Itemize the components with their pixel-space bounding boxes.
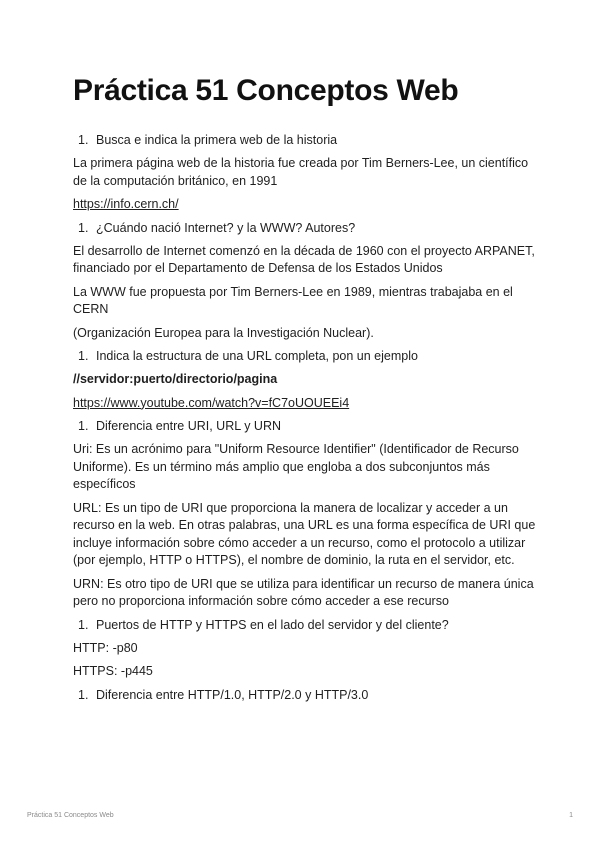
question-3	[73, 348, 543, 365]
question-6	[73, 687, 543, 704]
question-text: Diferencia entre HTTP/1.0, HTTP/2.0 y HTTP/3.0	[96, 687, 369, 702]
answer-4-urn: URN: Es otro tipo de URI que se utiliza para identificar un recurso de manera única pero no proporciona información sobre cómo acceder a ese recurso	[73, 576, 534, 608]
question-text: Puertos de HTTP y HTTPS en el lado del servidor y del cliente?	[96, 617, 449, 632]
answer-3-link-paragraph	[73, 395, 543, 413]
footer-title: Práctica 51 Conceptos Web	[27, 812, 114, 819]
list-number: 1.	[78, 687, 89, 702]
question-4	[73, 418, 543, 435]
cern-link[interactable]: https://info.cern.ch/	[73, 197, 179, 211]
page-title: Práctica 51 Conceptos Web	[73, 74, 459, 107]
answer-1-text: La primera página web de la historia fue creada por Tim Berners-Lee, un científico de la computación británico, en 1991	[73, 156, 529, 188]
answer-2-internet: El desarrollo de Internet comenzó en la década de 1960 con el proyecto ARPANET, financiado por el Departamento de Defensa de los Estados Unidos	[73, 243, 535, 275]
list-number: 1.	[78, 220, 89, 235]
youtube-link[interactable]: https://www.youtube.com/watch?v=fC7oUOUEEi4	[73, 395, 350, 410]
answer-4-uri: Uri: Es un acrónimo para "Uniform Resource Identifier" (Identificador de Recurso Uniforme). Es un término más amplio que engloba a dos subconjuntos más específicos	[73, 442, 519, 491]
page-number: 1	[569, 812, 573, 819]
url-structure: //servidor:puerto/directorio/pagina	[73, 372, 278, 386]
list-number: 1.	[78, 133, 89, 147]
answer-5-http: HTTP: -p80	[73, 640, 138, 655]
question-text: Busca e indica la primera web de la historia	[96, 133, 338, 147]
question-2	[73, 220, 543, 237]
answer-5-https: HTTPS: -p445	[73, 664, 153, 678]
answer-1-link-paragraph	[73, 196, 543, 214]
list-number: 1.	[78, 419, 89, 433]
question-text: ¿Cuándo nació Internet? y la WWW? Autores?	[96, 220, 356, 235]
question-1	[73, 132, 543, 149]
question-text: Indica la estructura de una URL completa, pon un ejemplo	[96, 349, 418, 363]
answer-2-www: La WWW fue propuesta por Tim Berners-Lee en 1989, mientras trabajaba en el CERN	[73, 284, 513, 316]
answer-4-url: URL: Es un tipo de URI que proporciona la manera de localizar y acceder a un recurso en la web. En otras palabras, una URL es una forma específica de URI que incluye información sobre cómo acceder a un recurso, como el protocolo a utilizar (por ejemplo, HTTP o HTTPS), el nombre de dominio, la ruta en el servidor, etc.	[73, 500, 536, 567]
document-body	[73, 72, 543, 710]
question-text: Diferencia entre URI, URL y URN	[96, 419, 282, 433]
list-number: 1.	[78, 349, 89, 363]
answer-2-cern: (Organización Europea para la Investigación Nuclear).	[73, 325, 374, 340]
question-5	[73, 617, 543, 634]
list-number: 1.	[78, 617, 89, 632]
